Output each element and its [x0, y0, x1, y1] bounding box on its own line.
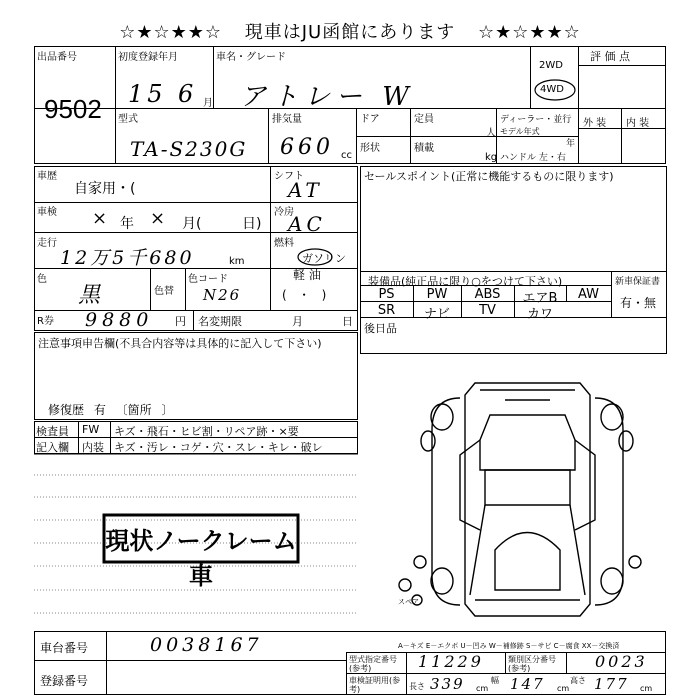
- evaluation-label: 評 価 点: [590, 50, 630, 63]
- color-code-label: 色コード: [188, 274, 228, 285]
- fw-label: FW: [82, 423, 100, 436]
- drive-2wd: 2WD: [539, 60, 563, 71]
- length-value: 339: [430, 675, 465, 693]
- fw-items: キズ・飛石・ヒビ割・リペア跡・×要: [114, 425, 299, 438]
- width-value: 147: [510, 675, 545, 693]
- year-unit: 年: [566, 139, 576, 149]
- shift-value: AT: [288, 178, 323, 202]
- fuel-diesel: 軽 油: [293, 268, 321, 282]
- term-label: 名変期限: [198, 315, 242, 328]
- type-spec-label: 型式指定番号(参考): [349, 655, 397, 673]
- class-number: 0023: [595, 652, 648, 671]
- header-stars-right: ☆★☆★★☆: [477, 22, 581, 43]
- handle-label: ハンドル 左・右: [500, 153, 566, 163]
- chassis-number: 0038167: [150, 634, 263, 656]
- type-spec-number: 11229: [418, 652, 484, 671]
- inspection-month-label: 月(: [182, 216, 202, 232]
- registration-label: 初度登録年月: [118, 52, 178, 63]
- header-stars-left: ☆★☆★★☆: [119, 22, 223, 43]
- yen-unit: 円: [175, 315, 186, 328]
- equip-navi: ナビ: [423, 307, 450, 322]
- width-label: 幅: [491, 676, 499, 685]
- equip-ps: PS: [378, 287, 395, 302]
- load-label: 積載: [414, 143, 434, 154]
- spare-label: スペア: [398, 598, 419, 606]
- displacement: 660: [280, 135, 334, 160]
- length-label: 長さ: [409, 682, 425, 691]
- equip-leather: カワ: [526, 307, 553, 322]
- no-claim-stamp: 現状ノークレーム車: [105, 527, 297, 590]
- equip-sr: SR: [377, 303, 396, 318]
- usage-label: 車歴: [37, 171, 57, 182]
- r-value: 9880: [85, 309, 154, 331]
- interior-items: キズ・汚レ・コゲ・穴・スレ・キレ・破レ: [114, 441, 323, 454]
- height-value: 177: [594, 675, 629, 693]
- length-unit: cm: [476, 684, 489, 693]
- warranty-label: 新車保証書: [615, 277, 661, 287]
- sales-point-label: セールスポイント(正常に機能するものに限ります): [364, 170, 614, 183]
- fuel-gasoline: ガソリン: [302, 252, 346, 265]
- capacity-unit: 人: [486, 128, 496, 139]
- registration-no-label: 登録番号: [40, 674, 89, 688]
- term-month: 月: [292, 315, 303, 328]
- term-day: 日: [342, 315, 353, 328]
- mileage-value: 12万5千680: [60, 247, 195, 269]
- lot-no: 9502: [44, 94, 102, 124]
- warranty-value: 有・無: [620, 296, 657, 310]
- equip-pw: PW: [426, 287, 448, 302]
- inspection-month-mark: ×: [150, 208, 170, 229]
- shift-label: シフト: [274, 171, 304, 182]
- color-code: N26: [203, 286, 242, 304]
- shape-label: 形状: [360, 143, 380, 154]
- color-value: 黒: [78, 283, 105, 308]
- inspection-day-label: 日): [242, 216, 262, 232]
- inspection-year-label: 年: [120, 216, 134, 232]
- lot-no-label: 出品番号: [37, 52, 77, 63]
- month-suffix: 月: [203, 98, 213, 109]
- color-change-label: 色替: [154, 286, 174, 297]
- interior-check-label: 内装: [82, 441, 104, 454]
- model-year-label: モデル年式: [500, 127, 540, 136]
- height-unit: cm: [640, 684, 653, 693]
- name-label: 車名・グレード: [216, 52, 286, 63]
- car-name: アトレー W: [240, 82, 415, 112]
- drive-4wd: 4WD: [540, 84, 564, 95]
- width-unit: cm: [557, 684, 570, 693]
- repair-history-label: 修復歴 有 〔箇所 〕: [48, 403, 174, 417]
- load-unit: kg: [485, 152, 498, 163]
- certificate-label: 車検証明用(参考): [349, 676, 401, 694]
- registration-month: 6: [178, 80, 198, 108]
- ac-label: 冷房: [274, 207, 294, 218]
- equip-abs: ABS: [474, 287, 501, 302]
- r-label: R券: [37, 316, 54, 327]
- inspector-label: 検査員: [36, 425, 69, 438]
- inspection-label: 車検: [37, 207, 57, 218]
- chassis-label: 車台番号: [40, 641, 89, 655]
- dealer-label: ディーラー・並行: [500, 115, 572, 125]
- displacement-unit: cc: [341, 150, 352, 161]
- equip-airbag: エアB: [522, 291, 558, 306]
- door-label: ドア: [360, 114, 380, 125]
- class-label: 類別区分番号(参考): [508, 655, 556, 673]
- height-label: 高さ: [570, 676, 586, 685]
- interior-label: 内 装: [626, 118, 650, 129]
- record-label: 記入欄: [36, 441, 69, 454]
- fuel-label: 燃料: [274, 238, 294, 249]
- equip-tv: TV: [479, 303, 496, 318]
- ac-value: AC: [288, 212, 326, 236]
- capacity-label: 定員: [414, 114, 434, 125]
- damage-legend: A－キズ E－エクボ U－凹み W－補修跡 S－サビ C－腐食 XX－交換済: [398, 642, 620, 650]
- usage-value: 自家用・(: [74, 181, 136, 197]
- displacement-label: 排気量: [272, 114, 302, 125]
- notes-label: 注意事項申告欄(不具合内容等は具体的に記入して下さい): [38, 337, 322, 350]
- equip-aw: AW: [577, 287, 600, 302]
- fuel-paren: ( ・ ): [282, 288, 327, 302]
- rear-items-label: 後日品: [364, 322, 397, 335]
- model-label: 型式: [118, 114, 138, 125]
- exterior-label: 外 装: [583, 118, 607, 129]
- registration-year: 15: [128, 80, 167, 108]
- equipment-label: 装備品(純正品に限り○をつけて下さい): [368, 275, 563, 288]
- vehicle-diagram: [399, 383, 641, 616]
- mileage-label: 走行: [37, 238, 57, 249]
- color-label: 色: [37, 274, 47, 285]
- mileage-unit: km: [229, 256, 245, 267]
- header: [0, 18, 700, 44]
- inspection-year-mark: ×: [92, 208, 112, 229]
- header-text: 現車はJU函館にあります: [244, 22, 456, 43]
- model-code: TA-S230G: [130, 137, 248, 161]
